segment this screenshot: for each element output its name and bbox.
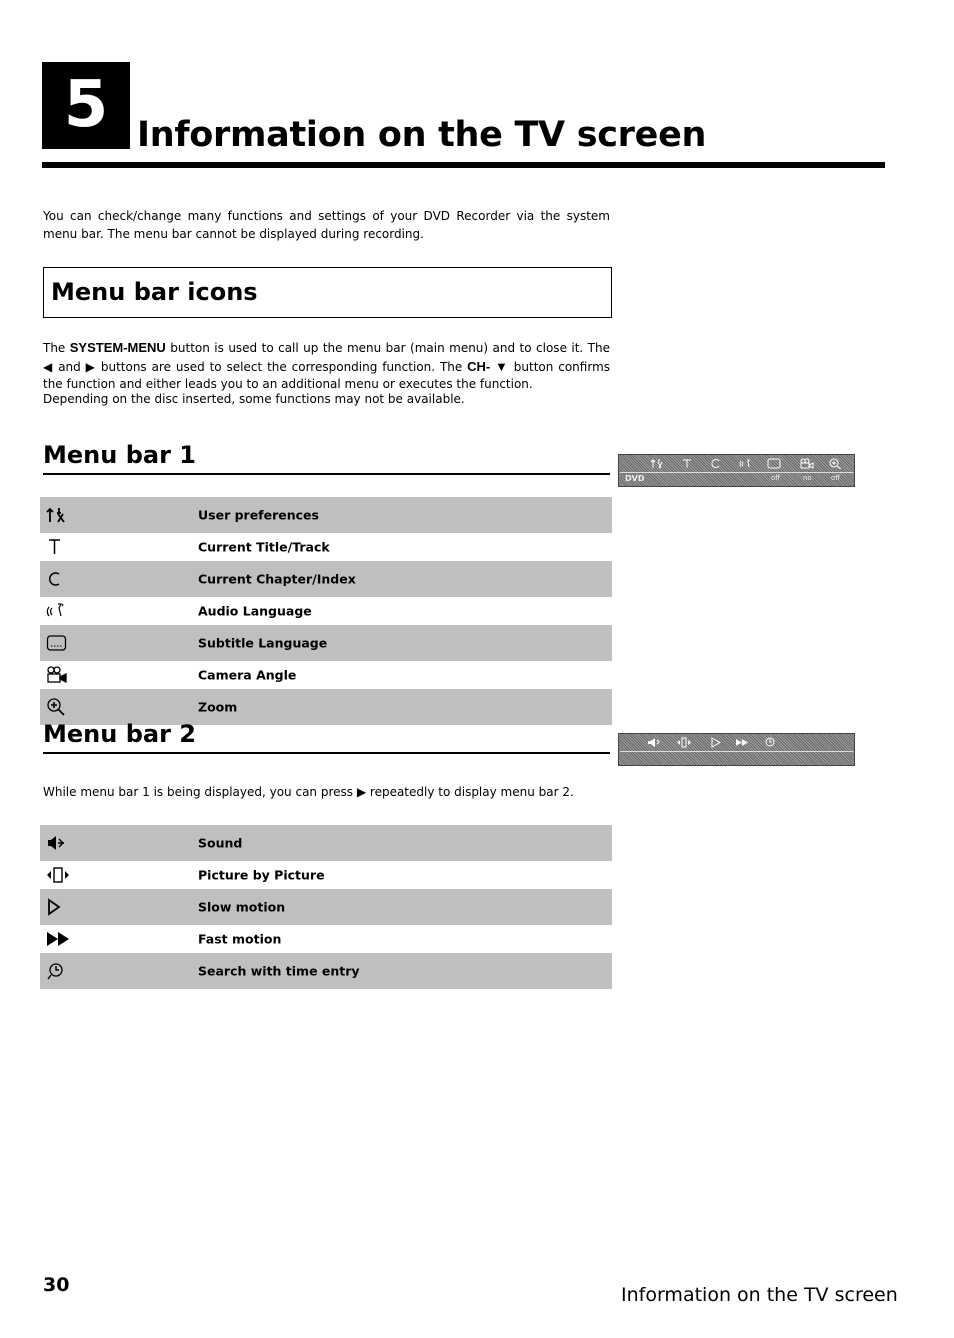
slow-motion-icon bbox=[46, 898, 70, 916]
menu-bar-icons-paragraph: The SYSTEM-MENU button is used to call up the menu bar (main menu) and to close it. The ◀ and ▶ buttons are used to select the corresponding function. The CH- ▼ button confirms the function and either leads you to an additional menu or executes the function. bbox=[43, 340, 611, 391]
footer-title: Information on the TV screen bbox=[621, 1284, 898, 1306]
row-label: User preferences bbox=[198, 507, 319, 523]
subtitle-icon bbox=[767, 458, 781, 469]
title-icon bbox=[680, 458, 694, 469]
osd-zoom-value: off bbox=[831, 474, 841, 482]
row-label: Current Chapter/Index bbox=[198, 571, 356, 587]
sound-icon bbox=[647, 737, 661, 748]
row-label: Slow motion bbox=[198, 899, 286, 915]
fast-motion-icon bbox=[735, 737, 749, 748]
chapter-rule bbox=[42, 162, 885, 168]
chapter-number: 5 bbox=[63, 68, 109, 142]
audio-language-icon bbox=[738, 458, 752, 469]
row-label: Zoom bbox=[198, 699, 238, 715]
menu-bar-2-table bbox=[40, 825, 612, 989]
zoom-icon bbox=[829, 458, 843, 469]
zoom-icon bbox=[46, 698, 70, 716]
user-preferences-icon bbox=[651, 458, 665, 469]
row-label: Camera Angle bbox=[198, 667, 297, 683]
chapter-icon bbox=[709, 458, 723, 469]
table-row bbox=[40, 825, 612, 861]
title-icon bbox=[46, 538, 70, 556]
camera-angle-icon bbox=[46, 666, 70, 684]
table-row bbox=[40, 953, 612, 989]
system-menu-key: SYSTEM-MENU bbox=[69, 340, 166, 355]
row-label: Search with time entry bbox=[198, 963, 360, 979]
intro-paragraph: You can check/change many functions and settings of your DVD Recorder via the system menu bar. The menu bar cannot be displayed during recording. bbox=[43, 209, 610, 241]
chapter-icon bbox=[46, 570, 70, 588]
left-arrow-icon: ◀ bbox=[43, 359, 54, 374]
table-row bbox=[40, 597, 612, 625]
picture-by-picture-icon bbox=[46, 866, 70, 884]
table-row bbox=[40, 625, 612, 661]
ch-down-key: CH- ▼ bbox=[467, 358, 509, 374]
row-label: Sound bbox=[198, 835, 243, 851]
row-label: Current Title/Track bbox=[198, 539, 330, 555]
picture-by-picture-icon bbox=[677, 737, 691, 748]
menu-bar-1-osd bbox=[618, 454, 855, 487]
subtitle-icon bbox=[46, 634, 70, 652]
audio-language-icon bbox=[46, 602, 70, 620]
row-label: Subtitle Language bbox=[198, 635, 328, 651]
camera-angle-icon bbox=[800, 458, 814, 469]
row-label: Fast motion bbox=[198, 931, 282, 947]
time-search-icon bbox=[763, 737, 777, 748]
menu-bar-1-heading: Menu bar 1 bbox=[43, 441, 196, 469]
user-preferences-icon bbox=[46, 506, 70, 524]
menu-bar-1-rule bbox=[43, 473, 610, 475]
menu-bar-2-heading: Menu bar 2 bbox=[43, 720, 196, 748]
table-row bbox=[40, 861, 612, 889]
row-label: Audio Language bbox=[198, 603, 312, 619]
table-row bbox=[40, 661, 612, 689]
sound-icon bbox=[46, 834, 70, 852]
osd-subtitle-value: off bbox=[771, 474, 781, 482]
slow-motion-icon bbox=[709, 737, 723, 748]
table-row bbox=[40, 533, 612, 561]
page-number: 30 bbox=[43, 1274, 70, 1296]
osd-dvd-label: DVD bbox=[625, 474, 645, 483]
table-row bbox=[40, 561, 612, 597]
time-search-icon bbox=[46, 962, 70, 980]
availability-note: Depending on the disc inserted, some functions may not be available. bbox=[43, 392, 465, 406]
table-row bbox=[40, 497, 612, 533]
chapter-number-box bbox=[42, 62, 130, 149]
table-row bbox=[40, 889, 612, 925]
menu-bar-2-osd bbox=[618, 733, 855, 766]
fast-motion-icon bbox=[46, 930, 70, 948]
menu-bar-icons-heading: Menu bar icons bbox=[51, 278, 258, 306]
right-arrow-icon: ▶ bbox=[85, 359, 96, 374]
chapter-title: Information on the TV screen bbox=[137, 115, 707, 155]
menu-bar-icons-heading-box bbox=[43, 267, 612, 318]
right-arrow-icon: ▶ bbox=[356, 785, 367, 799]
osd-angle-value: no bbox=[803, 474, 812, 482]
row-label: Picture by Picture bbox=[198, 867, 325, 883]
menu-bar-2-rule bbox=[43, 752, 610, 754]
table-row bbox=[40, 925, 612, 953]
menu-bar-2-paragraph: While menu bar 1 is being displayed, you can press ▶ repeatedly to display menu bar 2. bbox=[43, 785, 574, 799]
menu-bar-1-table bbox=[40, 497, 612, 725]
